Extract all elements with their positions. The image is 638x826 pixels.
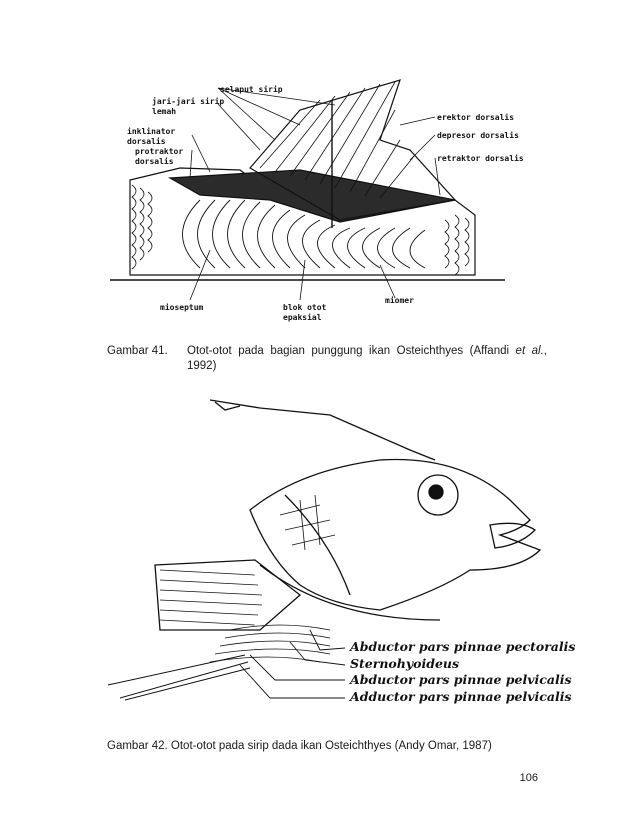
mouth [490, 523, 535, 548]
label-inklinator-dorsalis: dorsalis [127, 137, 166, 146]
figure-42-illustration [0, 380, 638, 720]
label-adductor-pelvicalis: Adductor pars pinnae pelvicalis [350, 689, 572, 704]
eye-pupil [429, 485, 443, 499]
label-selaput-sirip: selaput sirip [220, 85, 283, 94]
label-miomer: miomer [385, 296, 414, 305]
label-epaksial: epaksial [283, 313, 322, 322]
caption-41-pre: Otot-otot pada bagian punggung ikan Osteichthyes (Affandi [187, 345, 516, 357]
dorsal-fin-edge [210, 400, 435, 460]
pectoral-fin [155, 560, 300, 630]
label-mioseptum: mioseptum [160, 303, 204, 312]
label-abductor-pectoralis: Abductor pars pinnae pectoralis [350, 639, 576, 654]
label-abductor-pelvicalis: Abductor pars pinnae pelvicalis [350, 672, 572, 687]
dorsal-muscle-band [170, 170, 455, 222]
figure-41-illustration [0, 0, 638, 340]
label-jari-jari-sirip: jari-jari sirip [152, 97, 225, 106]
page-number: 106 [519, 772, 538, 784]
right-scales [445, 215, 469, 275]
figure-41-caption-text [187, 344, 547, 374]
label-protraktor: protraktor [135, 147, 184, 156]
pectoral-fin-rays [160, 570, 262, 625]
label-depresor-dorsalis: depresor dorsalis [437, 131, 519, 140]
label-lemah: lemah [152, 107, 177, 116]
pelvic-fin [108, 655, 250, 700]
label-retraktor-dorsalis: retraktor dorsalis [437, 154, 524, 163]
figure-41-number: Gambar 41. [107, 345, 168, 357]
left-scales [132, 185, 152, 269]
label-blok-otot: blok otot [283, 303, 327, 312]
label-inklinator: inklinator [127, 127, 176, 136]
leader-lines-42 [240, 630, 345, 698]
label-erektor-dorsalis: erektor dorsalis [437, 113, 515, 122]
label-sternohyoideus: Sternohyoideus [350, 656, 460, 671]
caption-41-italic: et al. [515, 345, 544, 357]
label-protraktor-dorsalis: dorsalis [135, 157, 174, 166]
caption-41-post: , 1992) [187, 345, 547, 372]
figure-42-caption: Gambar 42. Otot-otot pada sirip dada ikan Osteichthyes (Andy Omar, 1987) [107, 740, 492, 752]
operculum-hatching [280, 495, 335, 550]
